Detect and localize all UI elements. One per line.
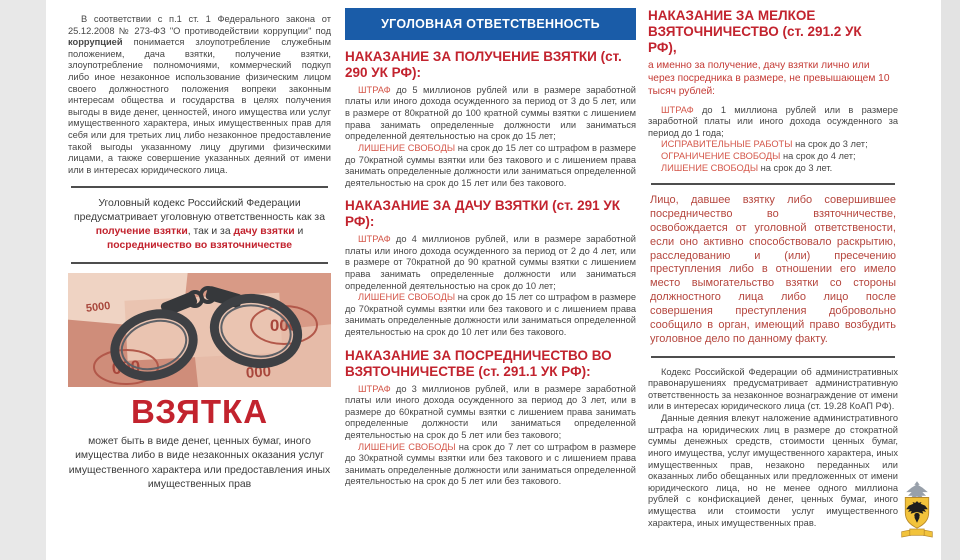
penalty-label: ЛИШЕНИЕ СВОБОДЫ <box>661 162 759 173</box>
imprisonment-text: на срок до 15 лет со штрафом в размере до 70кратной суммы взятки или без такового и с лишением права занимать определенные должности или заниматься определенной деятельностью на срок до 15 лет или без такового. <box>345 142 636 188</box>
divider-rule <box>651 183 895 185</box>
fine-paragraph <box>345 384 636 442</box>
petty-bribery-subtitle: а именно за получение, дачу взятки лично или через посредника в размере, не превышающем 10 тысяч рублей: <box>648 59 890 98</box>
left-column <box>68 14 331 493</box>
fine-label: ШТРАФ <box>358 234 391 245</box>
code-note-text: Уголовный кодекс Российский Федерации предусматривает уголовную ответственность как за <box>74 197 325 223</box>
left-margin-strip <box>0 0 46 560</box>
fine-text: до 1 миллиона рублей или в размере заработной платы или иного дохода осужденного за период до 1 года; <box>648 104 898 138</box>
imprisonment-paragraph <box>345 143 636 189</box>
section-bribe-receiving <box>345 49 636 189</box>
divider-rule <box>71 186 328 188</box>
corruption-definition-paragraph <box>68 14 331 177</box>
section-bribe-mediation <box>345 348 636 488</box>
petty-bribery-title: НАКАЗАНИЕ ЗА МЕЛКОЕ ВЗЯТОЧНИЧЕСТВО (ст. 291.2 УК РФ), <box>648 8 862 55</box>
bribe-description: может быть в виде денег, ценных бумаг, иного имущества либо в виде незаконных оказания услуг имущественного характера или предоставления иных имущественных прав <box>68 436 331 491</box>
criminal-liability-header: УГОЛОВНАЯ ОТВЕТСТВЕННОСТЬ <box>345 8 636 40</box>
fine-paragraph <box>648 105 898 140</box>
code-note-red-mediation: посредничество во взяточничестве <box>106 239 293 251</box>
penalty-text: на срок до 3 лет. <box>760 162 833 173</box>
divider-rule <box>71 262 328 264</box>
svg-text:5000: 5000 <box>85 300 112 315</box>
fine-label: ШТРАФ <box>358 84 391 95</box>
administrative-liability-section <box>648 367 898 530</box>
penalty-label: ОГРАНИЧЕНИЕ СВОБОДЫ <box>661 150 781 161</box>
penalty-label: ИСПРАВИТЕЛЬНЫЕ РАБОТЫ <box>661 139 793 150</box>
section-title: НАКАЗАНИЕ ЗА ПОЛУЧЕНИЕ ВЗЯТКИ (ст. 290 УК РФ): <box>345 49 622 80</box>
code-note-red-giving: дачу взятки <box>233 225 295 237</box>
fine-paragraph <box>345 234 636 292</box>
imprisonment-label: ЛИШЕНИЕ СВОБОДЫ <box>358 441 456 452</box>
fine-text: до 3 миллионов рублей, или в размере заработной платы или иного дохода осужденного за период до 3 лет, или в размере до 60кратной суммы взятки с лишением права занимать определенные должности или заниматься определенной деятельностью на срок до 5 лет или без такового; <box>345 383 636 440</box>
fine-label: ШТРАФ <box>358 383 391 394</box>
section-title: НАКАЗАНИЕ ЗА ДАЧУ ВЗЯТКИ (ст. 291 УК РФ): <box>345 198 621 230</box>
imprisonment-label: ЛИШЕНИЕ СВОБОДЫ <box>358 142 456 153</box>
penalty-item <box>648 139 898 151</box>
penalty-item <box>648 163 898 175</box>
admin-fine-paragraph: Данные деяния влекут наложение административного штрафа на юридических лиц в размере до стократной суммы денежных средств, стоимости ценных бумаг, иного имущества, услуг имущественного характера, иных имущественных прав, незаконо переданных или оказанных либо обещанных или предложенных от имени юридического лица, но не менее одного миллиона рублей с конфискацией денег, ценных бумаг, иного имущества или стоимости услуг имущественного характера, иных имущественных прав. <box>648 413 898 528</box>
imprisonment-paragraph <box>345 292 636 338</box>
handcuffs-money-photo <box>68 273 331 387</box>
penalty-item <box>648 151 898 163</box>
imprisonment-text: на срок до 7 лет со штрафом в размере до 30кратной суммы взятки или без такового и с лишением права занимать определенные должности или заниматься определенной деятельностью на срок до 5 лет или без такового. <box>345 441 636 487</box>
definition-text-end: понимается злоупотребление служебным положением, дача взятки, получение взятки, злоупотребление полномочиями, коммерческий подкуп либо иное незаконное использование физическим лицом своего должностного положения вопреки законным интересам общества и государства в целях получения выгоды в виде денег, ценностей, иного имущества или услуг имущественного характера, иных имущественных прав для себя или для третьих лиц либо незаконное предоставление такой выгоды указанному лицу другими физическими лицами, а также совершение указанных деяний от имени или в интересах юридического лица. <box>68 37 331 175</box>
criminal-code-note <box>70 197 329 254</box>
right-margin-strip <box>941 0 960 560</box>
svg-text:000: 000 <box>111 356 142 379</box>
fine-paragraph <box>345 85 636 143</box>
imprisonment-paragraph <box>345 442 636 488</box>
definition-text-start: В соответствии с п.1 ст. 1 Федерального закона от 25.12.2008 № 273-ФЗ "О противодействии коррупции" под <box>68 14 331 36</box>
svg-text:000: 000 <box>269 316 299 336</box>
section-bribe-giving <box>345 198 636 338</box>
right-column <box>648 8 898 529</box>
bribe-title: ВЗЯТКА <box>130 393 269 431</box>
code-note-red-receiving: получение взятки <box>95 225 188 237</box>
fine-label: ШТРАФ <box>661 104 694 115</box>
imprisonment-label: ЛИШЕНИЕ СВОБОДЫ <box>358 292 456 303</box>
petty-penalty-list <box>648 139 898 174</box>
section-petty-bribery <box>648 8 898 174</box>
corruption-term: коррупцией <box>68 37 123 48</box>
divider-rule <box>651 356 895 358</box>
svg-text:000: 000 <box>245 363 272 382</box>
fine-text: до 4 миллионов рублей, или в размере заработной платы или иного дохода осужденного за период от 2 до 4 лет, или в размере от 70кратной до 90 кратной суммы взятки с лишением права занимать определенные должности или заниматься определенной деятельностью на срок до 10 лет; <box>345 234 636 291</box>
code-note-text-2: , так и за <box>187 225 234 237</box>
code-note-text-3: и <box>297 225 304 237</box>
ministry-coat-of-arms-icon <box>899 477 935 545</box>
release-from-liability-note: Лицо, давшее взятку либо совершившее посредничество во взяточничестве, освобождается от уголовной ответствености, если оно активно способствовало раскрытию, расследованию и (или) пресечению преступления либо в отношении его имело место вымогательство взятки со стороны должностного лица либо лицо после совершения преступления добровольно сообщило в орган, имеющий право возбудить уголовное дело по данному факту. <box>650 194 896 345</box>
imprisonment-text: на срок до 15 лет со штрафом в размере до 70кратной суммы взятки или без такового и с лишением права занимать определенные должности или заниматься определенной деятельностью на срок до 10 лет или без такового. <box>345 292 636 338</box>
middle-column <box>345 8 636 488</box>
penalty-text: на срок до 3 лет; <box>795 139 868 150</box>
section-title: НАКАЗАНИЕ ЗА ПОСРЕДНИЧЕСТВО ВО ВЗЯТОЧНИЧЕСТВЕ (ст. 291.1 УК РФ): <box>345 347 612 379</box>
admin-code-paragraph: Кодекс Российской Федерации об административных правонарушениях предусматривает административную ответственность за незаконное вознаграждение от имени или в интересах юридического лица (ст. 19.28 КоАП РФ). <box>648 366 898 412</box>
penalty-text: на срок до 4 лет; <box>783 150 856 161</box>
fine-text: до 5 миллионов рублей или в размере заработной платы или иного дохода осужденного за период от 3 до 5 лет, или в размере от 80кратной до 100 кратной суммы взятки с лишением права занимать определенные должности или заниматься определенной деятельностью на срок до 15 лет; <box>345 84 636 142</box>
